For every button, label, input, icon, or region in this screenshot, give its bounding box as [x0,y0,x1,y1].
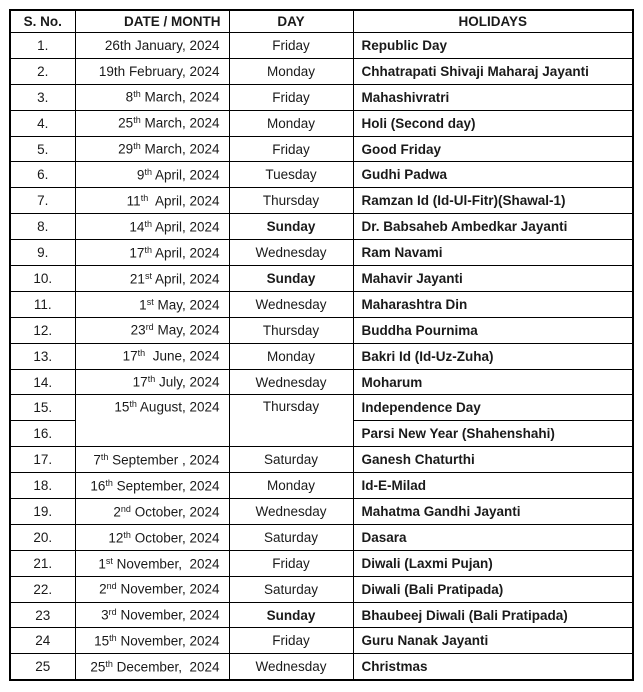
day-cell: Wednesday [229,291,353,317]
serial-number-cell: 24 [10,628,75,654]
day-cell: Monday [229,110,353,136]
date-cell [75,214,229,240]
serial-number-cell: 23 [10,602,75,628]
day-cell: Sunday [229,602,353,628]
holiday-cell: Christmas [353,654,633,680]
col-header-holidays: HOLIDAYS [353,10,633,33]
date-cell [75,499,229,525]
col-header-serial-number: S. No. [10,10,75,33]
date-ordinal: rd [108,607,117,618]
date-ordinal: th [113,63,126,79]
date-rest: April, 2024 [151,167,220,183]
date-rest: June, 2024 [145,348,220,364]
date-ordinal: th [133,141,141,152]
date-cell [75,33,229,59]
date-ordinal: th [144,167,152,178]
date-cell [75,447,229,473]
date-day-number: 15 [114,399,130,415]
date-cell [75,84,229,110]
date-cell [75,58,229,84]
date-rest: October, 2024 [130,504,220,520]
holiday-cell: Independence Day [353,395,633,421]
serial-number-cell: 25 [10,654,75,680]
date-day-number: 16 [90,478,106,494]
serial-number-cell: 20. [10,524,75,550]
day-cell: Thursday [229,188,353,214]
holiday-cell: Ganesh Chaturthi [353,447,633,473]
holiday-cell: Good Friday [353,136,633,162]
date-cell [75,240,229,266]
serial-number-cell: 9. [10,240,75,266]
date-ordinal: th [100,451,109,462]
date-rest: January, 2024 [131,37,220,53]
date-rest: March, 2024 [140,141,220,157]
day-cell: Wednesday [229,369,353,395]
table-row [10,214,633,240]
date-cell [75,162,229,188]
serial-number-cell: 10. [10,266,75,292]
holiday-cell: Maharashtra Din [353,291,633,317]
date-day-number: 1 [139,297,147,313]
day-cell: Wednesday [229,499,353,525]
date-day-number: 23 [130,322,146,338]
day-cell-merged: Thursday [229,395,353,447]
serial-number-cell: 15. [10,395,75,421]
date-ordinal: st [144,270,152,281]
serial-number-cell: 13. [10,343,75,369]
date-cell [75,654,229,680]
day-cell: Friday [229,84,353,110]
date-ordinal: th [140,193,149,204]
date-ordinal: th [133,115,141,126]
date-ordinal: st [105,555,113,566]
date-day-number: 2 [113,504,121,520]
date-day-number: 29 [118,141,134,157]
date-rest: April, 2024 [151,219,220,235]
date-rest: December, 2024 [112,659,220,675]
holiday-cell: Mahashivratri [353,84,633,110]
date-cell [75,188,229,214]
table-header-row [10,10,633,33]
day-cell: Saturday [229,524,353,550]
holiday-cell: Dasara [353,524,633,550]
date-day-number: 19 [98,63,114,79]
date-cell [75,628,229,654]
serial-number-cell: 14. [10,369,75,395]
date-rest: May, 2024 [153,297,220,313]
table-row [10,550,633,576]
serial-number-cell: 12. [10,317,75,343]
date-cell [75,524,229,550]
date-day-number: 11 [126,193,141,209]
holiday-cell: Diwali (Laxmi Pujan) [353,550,633,576]
table-row [10,84,633,110]
date-rest: August, 2024 [136,399,220,415]
table-row [10,473,633,499]
holiday-cell: Bakri Id (Id-Uz-Zuha) [353,343,633,369]
day-cell: Wednesday [229,654,353,680]
date-cell [75,369,229,395]
date-cell [75,473,229,499]
date-cell [75,550,229,576]
date-cell [75,343,229,369]
serial-number-cell: 4. [10,110,75,136]
table-row [10,343,633,369]
table-row [10,395,633,421]
holiday-cell: Dr. Babsaheb Ambedkar Jayanti [353,214,633,240]
serial-number-cell: 6. [10,162,75,188]
date-cell-merged [75,395,229,447]
table-row [10,58,633,84]
serial-number-cell: 16. [10,421,75,447]
date-day-number: 8 [125,89,134,105]
col-header-day: DAY [229,10,353,33]
date-day-number: 14 [129,219,145,235]
serial-number-cell: 8. [10,214,75,240]
holiday-cell: Guru Nanak Jayanti [353,628,633,654]
table-row [10,136,633,162]
holiday-cell: Bhaubeej Diwali (Bali Pratipada) [353,602,633,628]
date-rest: November, 2024 [116,607,220,623]
holiday-cell: Id-E-Milad [353,473,633,499]
day-cell: Thursday [229,317,353,343]
date-day-number: 7 [93,452,101,468]
date-rest: March, 2024 [140,115,220,131]
date-rest: April, 2024 [148,193,220,209]
date-rest: February, 2024 [125,63,220,79]
table-row [10,499,633,525]
date-day-number: 26 [104,37,120,53]
date-ordinal: th [147,374,156,385]
date-ordinal: th [137,348,146,359]
date-day-number: 1 [98,556,106,571]
date-day-number: 12 [108,530,124,546]
table-row [10,240,633,266]
table-row [10,369,633,395]
serial-number-cell: 18. [10,473,75,499]
day-cell: Tuesday [229,162,353,188]
day-cell: Saturday [229,576,353,602]
date-rest: October, 2024 [130,530,220,546]
date-day-number: 21 [129,271,145,287]
table-row [10,524,633,550]
holidays-table [9,9,634,681]
date-rest: July, 2024 [155,374,220,390]
date-ordinal: th [123,529,131,540]
serial-number-cell: 7. [10,188,75,214]
serial-number-cell: 22. [10,576,75,602]
date-day-number: 17 [132,374,148,390]
day-cell: Monday [229,473,353,499]
serial-number-cell: 19. [10,499,75,525]
date-cell [75,291,229,317]
holiday-cell: Mahatma Gandhi Jayanti [353,499,633,525]
serial-number-cell: 5. [10,136,75,162]
date-rest: April, 2024 [151,271,220,287]
date-rest: November, 2024 [112,556,220,571]
date-day-number: 25 [118,115,134,131]
date-day-number: 9 [136,167,145,183]
date-day-number: 15 [94,633,110,649]
date-day-number: 3 [101,607,109,623]
holiday-cell: Moharum [353,369,633,395]
date-cell [75,110,229,136]
serial-number-cell: 11. [10,291,75,317]
date-cell [75,576,229,602]
day-cell: Sunday [229,266,353,292]
date-rest: April, 2024 [151,245,220,261]
serial-number-cell: 21. [10,550,75,576]
holiday-cell: Ram Navami [353,240,633,266]
date-ordinal: rd [145,322,154,333]
date-ordinal: th [105,477,113,488]
holiday-cell: Chhatrapati Shivaji Maharaj Jayanti [353,58,633,84]
table-row [10,602,633,628]
holiday-cell: Gudhi Padwa [353,162,633,188]
date-rest: September, 2024 [112,478,220,494]
day-cell: Saturday [229,447,353,473]
date-ordinal: th [144,244,152,255]
date-ordinal: th [129,399,137,410]
holiday-cell: Parsi New Year (Shahenshahi) [353,421,633,447]
table-row [10,628,633,654]
table-row [10,110,633,136]
date-cell [75,317,229,343]
date-ordinal: nd [120,503,131,514]
table-row [10,33,633,59]
serial-number-cell: 3. [10,84,75,110]
table-row [10,447,633,473]
date-rest: November, 2024 [116,633,220,649]
day-cell: Friday [229,628,353,654]
date-ordinal: th [133,89,141,100]
day-cell: Friday [229,136,353,162]
serial-number-cell: 17. [10,447,75,473]
table-row [10,266,633,292]
date-rest: September , 2024 [108,452,220,468]
date-ordinal: th [144,218,152,229]
holiday-cell: Diwali (Bali Pratipada) [353,576,633,602]
date-day-number: 25 [90,659,106,675]
holiday-cell: Ramzan Id (Id-Ul-Fitr)(Shawal-1) [353,188,633,214]
day-cell: Monday [229,58,353,84]
date-rest: May, 2024 [153,322,220,338]
day-cell: Friday [229,550,353,576]
date-ordinal: st [146,296,154,307]
date-ordinal: th [105,659,113,670]
day-cell: Monday [229,343,353,369]
day-cell: Wednesday [229,240,353,266]
date-ordinal: th [109,633,117,644]
date-cell [75,602,229,628]
col-header-date-month: DATE / MONTH [75,10,229,33]
date-day-number: 2 [99,581,107,597]
date-day-number: 17 [122,348,138,364]
holiday-cell: Holi (Second day) [353,110,633,136]
table-row [10,317,633,343]
date-rest: November, 2024 [116,581,220,597]
date-rest: March, 2024 [140,89,220,105]
table-row [10,291,633,317]
date-cell [75,266,229,292]
day-cell: Sunday [229,214,353,240]
table-row [10,188,633,214]
serial-number-cell: 2. [10,58,75,84]
holiday-cell: Republic Day [353,33,633,59]
table-row [10,162,633,188]
day-cell: Friday [229,33,353,59]
table-row [10,576,633,602]
holiday-cell: Mahavir Jayanti [353,266,633,292]
date-ordinal: th [119,37,132,53]
serial-number-cell: 1. [10,33,75,59]
date-cell [75,136,229,162]
date-day-number: 17 [129,245,145,261]
table-row [10,654,633,680]
holiday-cell: Buddha Pournima [353,317,633,343]
date-ordinal: nd [106,581,117,592]
